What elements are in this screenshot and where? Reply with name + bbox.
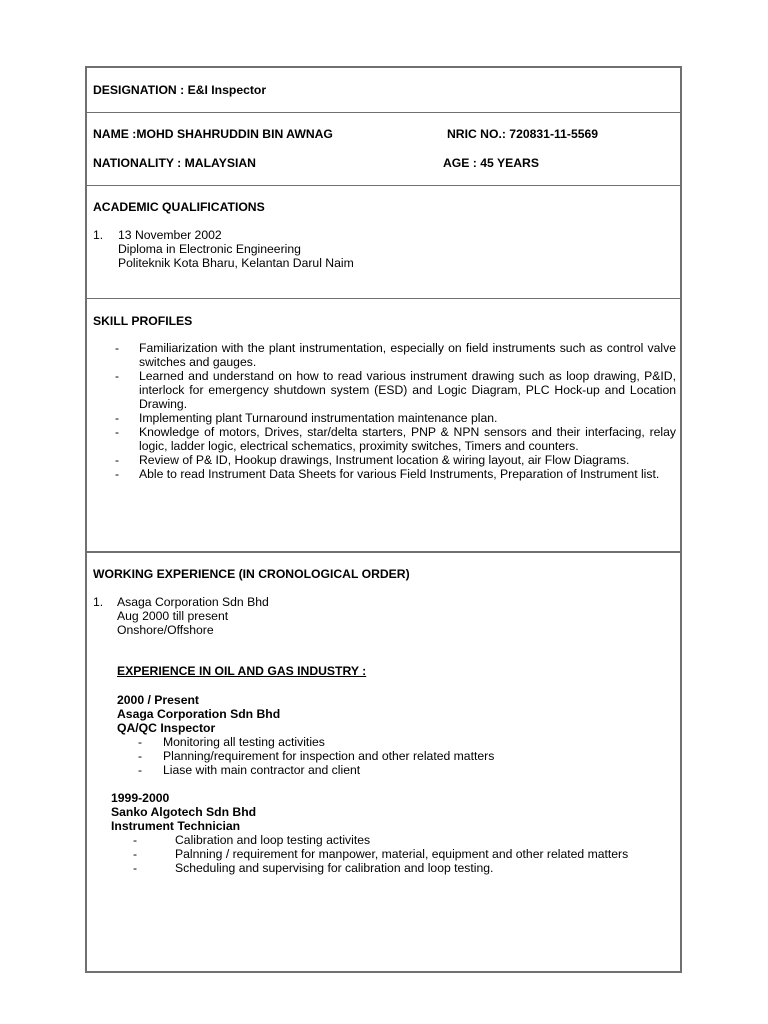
skill-item <box>115 453 676 467</box>
experience-heading: WORKING EXPERIENCE (IN CRONOLOGICAL ORDER) <box>93 567 410 581</box>
skills-heading: SKILL PROFILES <box>93 314 193 328</box>
job-company: Asaga Corporation Sdn Bhd <box>117 707 281 721</box>
skill-item <box>115 411 676 425</box>
job-role: Instrument Technician <box>111 819 241 833</box>
skill-item <box>115 369 676 411</box>
divider <box>85 112 682 113</box>
experience-period: Aug 2000 till present <box>117 609 229 623</box>
experience-location: Onshore/Offshore <box>117 623 214 637</box>
job-duty: Liase with main contractor and client <box>163 763 361 777</box>
skill-text: Knowledge of motors, Drives, star/delta starters, PNP & NPN sensors and their interfacing, relay logic, ladder logic, electrical schematics, proximity switches, Timers and counters. <box>139 425 676 453</box>
bullet-dash: - <box>133 833 138 847</box>
name-field: NAME :MOHD SHAHRUDDIN BIN AWNAG <box>93 127 333 141</box>
oil-gas-heading: EXPERIENCE IN OIL AND GAS INDUSTRY : <box>117 664 367 678</box>
bullet-dash: - <box>115 467 120 481</box>
job-years: 2000 / Present <box>117 693 199 707</box>
job-duty: Planning/requirement for inspection and other related matters <box>163 749 495 763</box>
skill-item <box>115 467 676 481</box>
academic-diploma: Diploma in Electronic Engineering <box>118 242 301 256</box>
bullet-dash: - <box>115 341 120 355</box>
bullet-dash: - <box>133 861 138 875</box>
job-duty: Palnning / requirement for manpower, material, equipment and other related matters <box>175 847 629 861</box>
divider <box>85 185 682 186</box>
job-duty: Calibration and loop testing activites <box>175 833 371 847</box>
designation: DESIGNATION : E&I Inspector <box>93 83 267 97</box>
skill-item <box>115 341 676 369</box>
skills-list <box>115 341 676 481</box>
bullet-dash: - <box>138 763 143 777</box>
experience-company: Asaga Corporation Sdn Bhd <box>117 595 269 609</box>
academic-heading: ACADEMIC QUALIFICATIONS <box>93 200 265 214</box>
academic-date: 13 November 2002 <box>118 228 222 242</box>
job-role: QA/QC Inspector <box>117 721 216 735</box>
job-years: 1999-2000 <box>111 791 170 805</box>
bullet-dash: - <box>115 411 120 425</box>
divider <box>85 298 682 299</box>
bullet-dash: - <box>133 847 138 861</box>
skill-text: Able to read Instrument Data Sheets for various Field Instruments, Preparation of Instrument list. <box>139 467 660 481</box>
job-duty: Monitoring all testing activities <box>163 735 325 749</box>
bullet-dash: - <box>138 735 143 749</box>
age-field: AGE : 45 YEARS <box>443 156 539 170</box>
skill-text: Implementing plant Turnaround instrumentation maintenance plan. <box>139 411 498 425</box>
job-duty: Scheduling and supervising for calibration and loop testing. <box>175 861 494 875</box>
divider <box>85 551 682 553</box>
bullet-dash: - <box>138 749 143 763</box>
nric-field: NRIC NO.: 720831-11-5569 <box>447 127 599 141</box>
bullet-dash: - <box>115 425 120 439</box>
skill-text: Familiarization with the plant instrumentation, especially on field instruments such as control valve switches and gauges. <box>139 341 676 369</box>
skill-text: Review of P& ID, Hookup drawings, Instrument location & wiring layout, air Flow Diagrams. <box>139 453 630 467</box>
bullet-dash: - <box>115 453 120 467</box>
bullet-dash: - <box>115 369 120 383</box>
academic-institution: Politeknik Kota Bharu, Kelantan Darul Naim <box>118 256 354 270</box>
nationality-field: NATIONALITY : MALAYSIAN <box>93 156 256 170</box>
skill-item <box>115 425 676 453</box>
academic-number: 1. <box>93 228 104 242</box>
job-company: Sanko Algotech Sdn Bhd <box>111 805 257 819</box>
skill-text: Learned and understand on how to read various instrument drawing such as loop drawing, P&ID, interlock for emergency shutdown system (ESD) and Logic Diagram, PLC Hock-up and Location Drawing. <box>139 369 676 411</box>
experience-number: 1. <box>93 595 104 609</box>
